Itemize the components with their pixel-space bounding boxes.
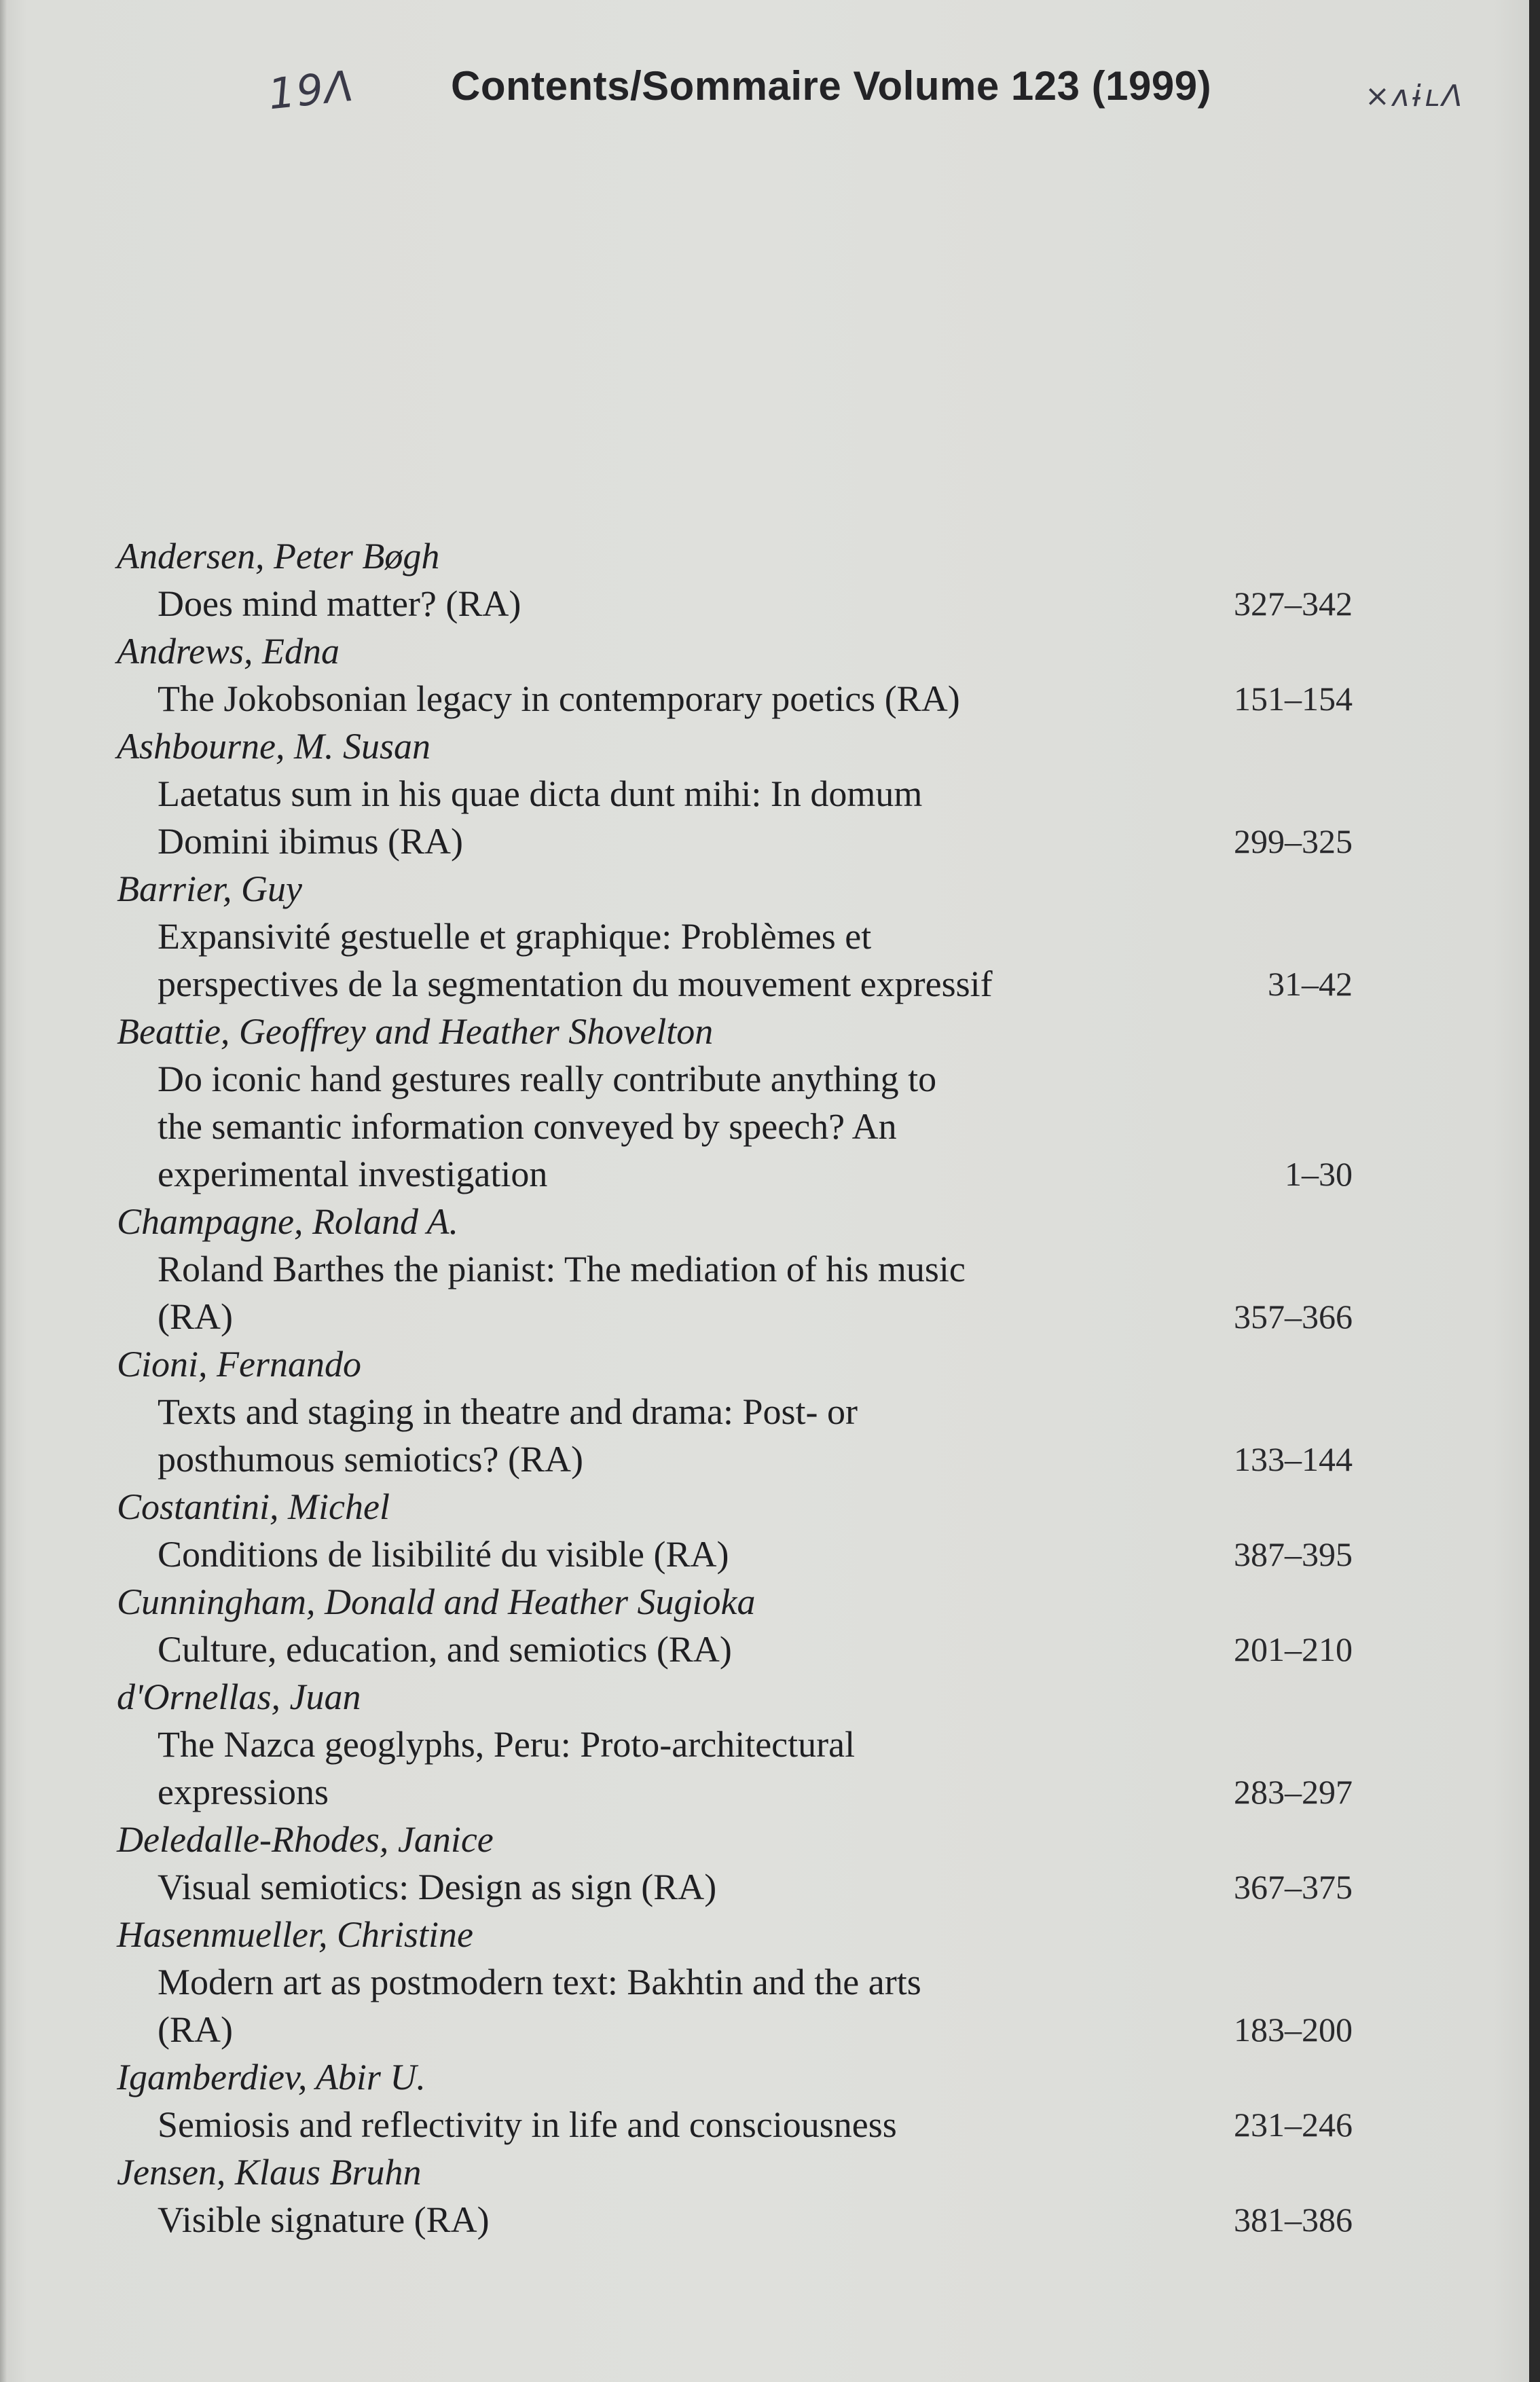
entry-article — [117, 770, 1190, 865]
entry-pages: 201–210 — [1234, 1630, 1353, 1668]
entry-author: d'Ornellas, Juan — [117, 1676, 361, 1717]
entry-article — [117, 1626, 1190, 1673]
entry-article — [117, 675, 1190, 722]
contents-entry — [117, 1198, 1353, 1340]
entry-pages: 1–30 — [1285, 1155, 1353, 1193]
entry-author: Cioni, Fernando — [117, 1344, 361, 1385]
contents-entry — [117, 1816, 1353, 1911]
entry-pages: 133–144 — [1234, 1440, 1353, 1478]
contents-entry — [117, 1340, 1353, 1483]
entry-title-line: Does mind matter? (RA) — [158, 583, 521, 624]
entry-title-line: Do iconic hand gestures really contribute anything to — [158, 1059, 937, 1099]
page-left-shadow — [0, 0, 7, 2382]
entry-title-line: Texts and staging in theatre and drama: Post- or — [158, 1391, 858, 1432]
entry-title-line: perspectives de la segmentation du mouvement expressif — [158, 964, 993, 1004]
entry-title-line: posthumous semiotics? (RA) — [158, 1439, 583, 1480]
entry-pages: 231–246 — [1234, 2106, 1353, 2144]
entry-article — [117, 1245, 1190, 1340]
entry-pages: 283–297 — [1234, 1773, 1353, 1811]
entry-article — [117, 1531, 1190, 1578]
entry-title-line: Domini ibimus (RA) — [158, 821, 464, 862]
entry-title-line: Modern art as postmodern text: Bakhtin and the arts — [158, 1962, 921, 2002]
contents-entry — [117, 2053, 1353, 2148]
entry-author: Cunningham, Donald and Heather Sugioka — [117, 1581, 756, 1622]
entry-title-line: Roland Barthes the pianist: The mediation of his music — [158, 1249, 966, 1289]
entry-title-line: Conditions de lisibilité du visible (RA) — [158, 1534, 729, 1575]
entry-pages: 387–395 — [1234, 1535, 1353, 1573]
contents-entry — [117, 627, 1353, 722]
entry-author: Andersen, Peter Bøgh — [117, 536, 440, 576]
entry-pages: 357–366 — [1234, 1298, 1353, 1336]
entry-title-line: Expansivité gestuelle et graphique: Problèmes et — [158, 916, 872, 957]
entry-article — [117, 1721, 1190, 1816]
entry-article — [117, 913, 1190, 1008]
handwritten-annotation-left: 19Λ — [265, 60, 357, 120]
contents-entry — [117, 532, 1353, 627]
contents-entry — [117, 1008, 1353, 1198]
entry-title-line: Visual semiotics: Design as sign (RA) — [158, 1867, 717, 1907]
handwritten-annotation-right: ×ʌɨʟΛ — [1365, 79, 1465, 113]
entry-pages: 327–342 — [1234, 585, 1353, 623]
contents-entry — [117, 2148, 1353, 2243]
entry-author: Barrier, Guy — [117, 868, 302, 909]
header — [0, 62, 1540, 124]
contents-entry — [117, 722, 1353, 865]
entry-article — [117, 2101, 1190, 2148]
entry-author: Costantini, Michel — [117, 1486, 390, 1527]
entry-author: Igamberdiev, Abir U. — [117, 2057, 426, 2097]
entry-title-line: expressions — [158, 1772, 329, 1812]
entry-article — [117, 1388, 1190, 1483]
contents-entry — [117, 1673, 1353, 1816]
entry-author: Deledalle-Rhodes, Janice — [117, 1819, 494, 1860]
entry-title-line: the semantic information conveyed by speech? An — [158, 1106, 897, 1147]
entry-author: Ashbourne, M. Susan — [117, 726, 430, 767]
entry-article — [117, 1863, 1190, 1911]
entry-author: Champagne, Roland A. — [117, 1201, 458, 1242]
entry-article — [117, 580, 1190, 627]
entry-title-line: (RA) — [158, 2009, 233, 2050]
contents-entry — [117, 865, 1353, 1008]
entry-title-line: Semiosis and reflectivity in life and consciousness — [158, 2104, 897, 2145]
entry-author: Beattie, Geoffrey and Heather Shovelton — [117, 1011, 714, 1052]
contents-entry — [117, 1483, 1353, 1578]
entry-pages: 31–42 — [1268, 965, 1353, 1003]
entry-pages: 381–386 — [1234, 2201, 1353, 2239]
entry-title-line: The Jokobsonian legacy in contemporary poetics (RA) — [158, 678, 960, 719]
page-right-edge — [1529, 0, 1540, 2382]
entry-pages: 367–375 — [1234, 1868, 1353, 1906]
entry-author: Andrews, Edna — [117, 631, 340, 672]
entry-article — [117, 1958, 1190, 2053]
entry-pages: 183–200 — [1234, 2011, 1353, 2049]
entry-title-line: Culture, education, and semiotics (RA) — [158, 1629, 732, 1670]
contents-entry — [117, 1911, 1353, 2053]
entry-title-line: experimental investigation — [158, 1154, 548, 1194]
page-title: Contents/Sommaire Volume 123 (1999) — [451, 63, 1212, 109]
entry-article — [117, 1055, 1190, 1198]
contents-entry — [117, 1578, 1353, 1673]
entry-author: Jensen, Klaus Bruhn — [117, 2152, 422, 2193]
entry-author: Hasenmueller, Christine — [117, 1914, 473, 1955]
contents-list — [117, 532, 1353, 2243]
entry-title-line: The Nazca geoglyphs, Peru: Proto-architectural — [158, 1724, 856, 1765]
entry-article — [117, 2196, 1190, 2243]
entry-pages: 151–154 — [1234, 680, 1353, 718]
entry-title-line: Laetatus sum in his quae dicta dunt mihi: In domum — [158, 773, 923, 814]
entry-pages: 299–325 — [1234, 822, 1353, 860]
entry-title-line: (RA) — [158, 1296, 233, 1337]
entry-title-line: Visible signature (RA) — [158, 2199, 490, 2240]
